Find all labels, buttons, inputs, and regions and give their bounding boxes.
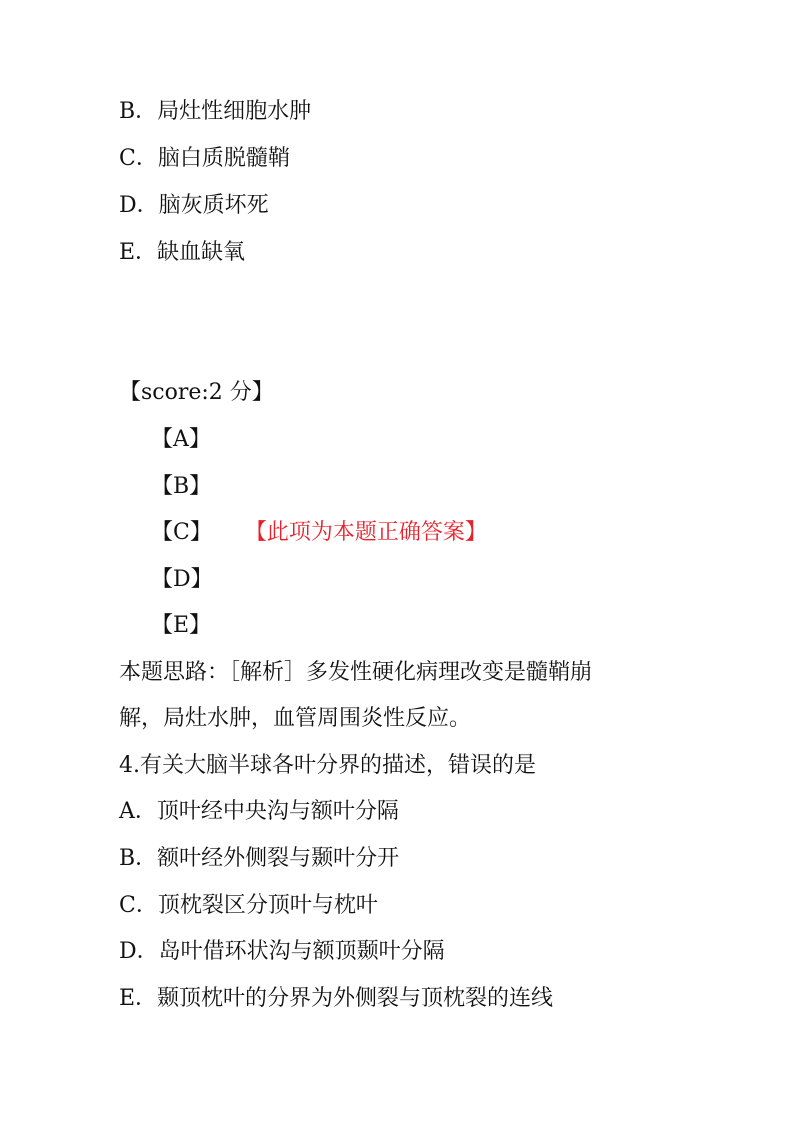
- answer-d: [151, 565, 213, 595]
- option-e: E．缺血缺氧: [119, 240, 246, 265]
- answer-c: [151, 518, 487, 548]
- analysis-line-2: 解，局灶水肿，血管周围炎性反应。: [119, 706, 472, 731]
- q4-option-e: E．颞顶枕叶的分界为外侧裂与顶枕裂的连线: [119, 986, 554, 1011]
- answer-label: 【A】: [151, 427, 211, 452]
- answer-label: 【B】: [151, 474, 212, 499]
- question-4-stem: 4.有关大脑半球各叶分界的描述，错误的是: [119, 753, 536, 778]
- answer-a: [151, 425, 211, 455]
- answer-e: [151, 611, 211, 641]
- option-d: D．脑灰质坏死: [119, 193, 269, 218]
- q4-option-c: C．顶枕裂区分顶叶与枕叶: [119, 893, 378, 918]
- option-b: B．局灶性细胞水肿: [119, 99, 312, 124]
- q4-option-a: A．顶叶经中央沟与额叶分隔: [119, 799, 399, 824]
- answer-label: 【C】: [151, 520, 212, 545]
- answer-b: [151, 472, 211, 502]
- answer-label: 【E】: [151, 613, 212, 638]
- analysis-line-1: 本题思路：［解析］多发性硬化病理改变是髓鞘崩: [119, 660, 593, 685]
- q4-option-b: B．额叶经外侧裂与颞叶分开: [119, 846, 400, 871]
- score-label: 【score:2 分】: [119, 380, 274, 405]
- correct-answer-marker: 【此项为本题正确答案】: [255, 520, 487, 545]
- q4-option-d: D．岛叶借环状沟与额顶颞叶分隔: [119, 939, 445, 964]
- option-c: C．脑白质脱髓鞘: [119, 146, 290, 171]
- answer-label: 【D】: [151, 567, 213, 592]
